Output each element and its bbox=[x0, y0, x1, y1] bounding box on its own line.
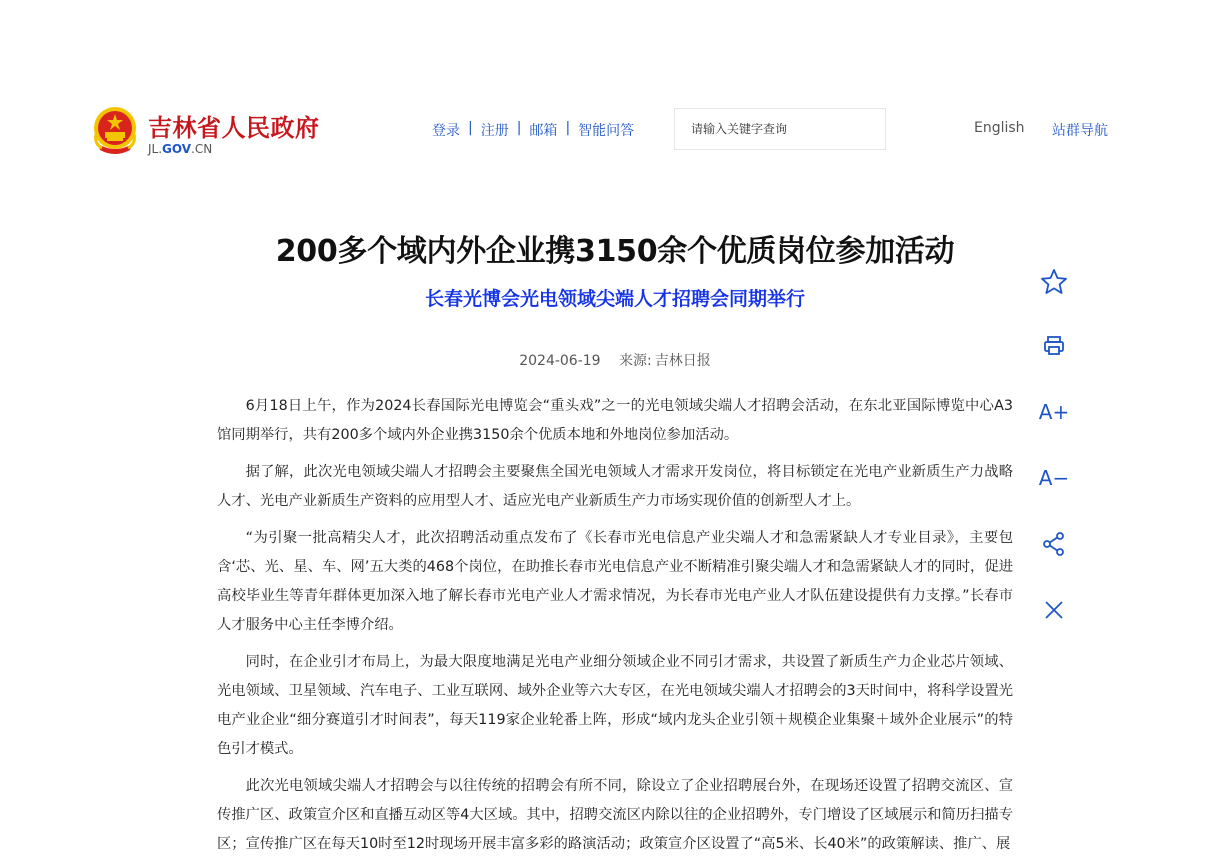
separator: | bbox=[468, 120, 473, 136]
search-box[interactable] bbox=[674, 108, 886, 150]
domain-gov: GOV bbox=[162, 142, 192, 156]
site-header bbox=[0, 0, 1230, 180]
login-link[interactable]: 登录 bbox=[432, 123, 460, 139]
font-increase-label: A+ bbox=[1038, 400, 1070, 424]
font-decrease-button[interactable] bbox=[1036, 460, 1072, 496]
english-link[interactable]: English bbox=[974, 120, 1025, 136]
article-body bbox=[217, 392, 1013, 859]
separator: | bbox=[516, 120, 522, 136]
mail-link[interactable]: 邮箱 bbox=[529, 123, 558, 139]
close-icon bbox=[1043, 599, 1065, 621]
separator: | bbox=[565, 120, 571, 136]
font-increase-button[interactable] bbox=[1036, 394, 1072, 430]
national-emblem-icon bbox=[92, 104, 138, 156]
site-group-nav-link[interactable]: 站群导航 bbox=[1052, 123, 1108, 139]
site-domain bbox=[148, 142, 212, 156]
site-logo[interactable] bbox=[92, 104, 352, 160]
article-subtitle: 长春光博会光电领域尖端人才招聘会同期举行 bbox=[424, 288, 805, 310]
article-paragraph: 据了解，此次光电领域尖端人才招聘会主要聚焦全国光电领域人才需求开发岗位，将目标锁定在光电产业新质生产力战略人才、光电产业新质生产资料的应用型人才、适应光电产业新质生产力市场实现价值的创新型人才上。 bbox=[217, 464, 1013, 509]
source-label: 来源: bbox=[619, 353, 652, 369]
favorite-button[interactable] bbox=[1036, 264, 1072, 300]
close-button[interactable] bbox=[1036, 592, 1072, 628]
article bbox=[217, 222, 1013, 867]
register-link[interactable]: 注册 bbox=[480, 123, 509, 139]
star-icon bbox=[1040, 268, 1068, 296]
share-icon bbox=[1041, 531, 1067, 557]
article-meta bbox=[217, 350, 1013, 370]
print-button[interactable] bbox=[1036, 328, 1072, 364]
article-paragraph: 此次光电领域尖端人才招聘会与以往传统的招聘会有所不同，除设立了企业招聘展台外，在现场还设置了招聘交流区、宣传推广区、政策宣介区和直播互动区等4大区域。其中，招聘交流区内除以往的企业招聘外，专门增设了区域展示和简历扫描专区；宣传推广区在每天10时至12时现场开展丰富多彩的路演活动；政策宣介区设置了“高5米、长40米”的政策解读、推广、展 bbox=[217, 778, 1013, 852]
domain-prefix: JL. bbox=[148, 142, 163, 156]
print-icon bbox=[1042, 334, 1066, 358]
site-name: 吉林省人民政府 bbox=[148, 114, 320, 142]
article-title: 200多个域内外企业携3150余个优质岗位参加活动 bbox=[275, 234, 955, 269]
share-button[interactable] bbox=[1036, 526, 1072, 562]
font-decrease-label: A− bbox=[1038, 466, 1070, 490]
domain-suffix: .CN bbox=[191, 142, 213, 156]
article-paragraph: 同时，在企业引才布局上，为最大限度地满足光电产业细分领域企业不同引才需求，共设置了新质生产力企业芯片领域、光电领域、卫星领域、汽车电子、工业互联网、域外企业等六大专区，在光电领域尖端人才招聘会的3天时间中，将科学设置光电产业企业“细分赛道引才时间表”，每天119家企业轮番上阵，形成“域内龙头企业引领＋规模企业集聚＋域外企业展示”的特色引才模式。 bbox=[217, 654, 1013, 757]
source-name: 吉林日报 bbox=[654, 353, 711, 369]
search-input[interactable] bbox=[689, 121, 873, 137]
article-paragraph: “为引聚一批高精尖人才，此次招聘活动重点发布了《长春市光电信息产业尖端人才和急需紧缺人才专业目录》，主要包含‘芯、光、星、车、网’五大类的468个岗位，在助推长春市光电信息产业不断精准引聚尖端人才和急需紧缺人才的同时，促进高校毕业生等青年群体更加深入地了解长春市光电产业人才需求情况，为长春市光电产业人才队伍建设提供有力支撑。”长春市人才服务中心主任李博介绍。 bbox=[217, 530, 1013, 633]
article-paragraph: 6月18日上午，作为2024长春国际光电博览会“重头戏”之一的光电领域尖端人才招聘会活动，在东北亚国际博览中心A3馆同期举行，共有200多个域内外企业携3150余个优质本地和外地岗位参加活动。 bbox=[217, 398, 1013, 443]
top-links bbox=[432, 120, 634, 140]
publish-date: 2024-06-19 bbox=[519, 353, 601, 369]
smart-qa-link[interactable]: 智能问答 bbox=[578, 123, 635, 139]
